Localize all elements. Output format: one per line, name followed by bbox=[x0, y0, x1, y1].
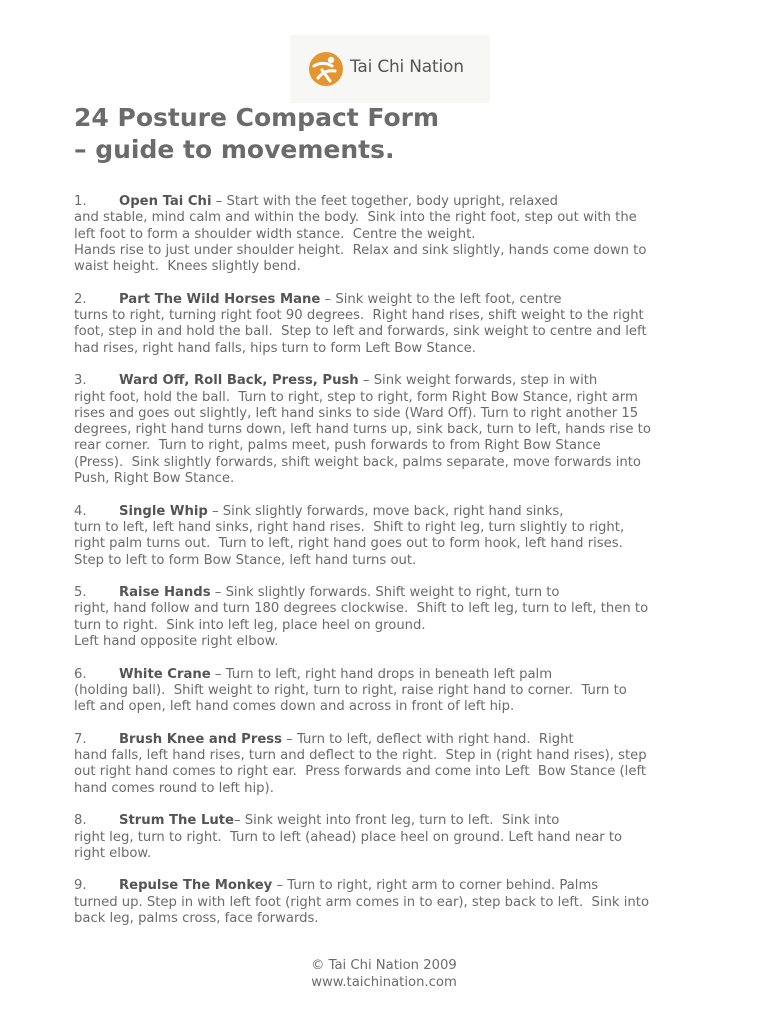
movement-text: right palm turns out. Turn to left, right hand goes out to form hook, left hand rises. bbox=[74, 536, 623, 552]
movement-line bbox=[74, 878, 714, 894]
movement-line bbox=[74, 585, 714, 601]
logo-text: Tai Chi Nation bbox=[350, 57, 464, 77]
movement-line bbox=[74, 210, 714, 226]
movement-text: waist height. Knees slightly bend. bbox=[74, 259, 301, 275]
movement-text: turns to right, turning right foot 90 degrees. Right hand rises, shift weight to the right bbox=[74, 308, 644, 324]
movement-separator: – bbox=[234, 813, 245, 829]
movement-text: turn to right. Sink into left leg, place heel on ground. bbox=[74, 617, 426, 633]
footer bbox=[0, 958, 768, 991]
movement-text: Sink weight forwards, step in with bbox=[373, 373, 598, 389]
movement-text: rises and goes out slightly, left hand sinks to side (Ward Off). Turn to right another 15 bbox=[74, 405, 639, 421]
movement-line bbox=[74, 227, 714, 243]
movement-item bbox=[74, 585, 714, 650]
movement-name: Ward Off, Roll Back, Press, Push bbox=[119, 373, 359, 389]
movement-separator: – bbox=[210, 585, 226, 601]
movement-line bbox=[74, 911, 714, 927]
movement-line bbox=[74, 732, 714, 748]
movement-text: (Press). Sink slightly forwards, shift weight back, palms separate, move forwards into bbox=[74, 454, 641, 470]
movement-text: right foot, hold the ball. Turn to right, step to right, form Right Bow Stance, right arm bbox=[74, 389, 638, 405]
movement-line bbox=[74, 390, 714, 406]
movement-line bbox=[74, 194, 714, 210]
movement-line bbox=[74, 618, 714, 634]
movement-text: right elbow. bbox=[74, 845, 152, 861]
movement-separator: – bbox=[320, 291, 336, 307]
movement-text: and stable, mind calm and within the body. Sink into the right foot, step out with the bbox=[74, 210, 637, 226]
movement-line bbox=[74, 259, 714, 275]
movement-text: Sink slightly forwards, move back, right hand sinks, bbox=[222, 503, 564, 519]
movement-text: rear corner. Turn to right, palms meet, push forwards to from Right Bow Stance bbox=[74, 438, 601, 454]
movement-item bbox=[74, 504, 714, 569]
movement-number: 1. bbox=[74, 194, 87, 209]
movement-line bbox=[74, 341, 714, 357]
movement-line bbox=[74, 324, 714, 340]
movement-name: Strum The Lute bbox=[119, 813, 234, 829]
movement-text: Left hand opposite right elbow. bbox=[74, 634, 279, 650]
movement-number: 4. bbox=[74, 503, 87, 519]
movement-text: Sink weight to the left foot, centre bbox=[335, 291, 562, 307]
movement-line bbox=[74, 830, 714, 846]
movement-name: Single Whip bbox=[119, 503, 208, 519]
movement-line bbox=[74, 683, 714, 699]
movement-name: Repulse The Monkey bbox=[119, 878, 273, 894]
movement-text: Turn to left, deflect with right hand. Right bbox=[296, 731, 574, 747]
movement-name: Part The Wild Horses Mane bbox=[119, 291, 321, 307]
movement-separator: – bbox=[211, 194, 227, 209]
movement-text: Hands rise to just under shoulder height. Relax and sink slightly, hands come down to bbox=[74, 242, 647, 258]
movement-separator: – bbox=[358, 373, 374, 389]
movement-number: 6. bbox=[74, 666, 87, 682]
movement-line bbox=[74, 455, 714, 471]
movement-separator: – bbox=[210, 666, 226, 682]
movement-line bbox=[74, 846, 714, 862]
movement-name: White Crane bbox=[119, 666, 211, 682]
movement-text: degrees, right hand turns down, left hand turns up, sink back, turn to left, hands rise to bbox=[74, 422, 651, 438]
movement-name: Raise Hands bbox=[119, 585, 211, 601]
movement-name: Brush Knee and Press bbox=[119, 731, 282, 747]
movement-name: Open Tai Chi bbox=[119, 194, 212, 209]
movement-line bbox=[74, 536, 714, 552]
movement-line bbox=[74, 699, 714, 715]
movement-text: turned up. Step in with left foot (right arm comes in to ear), step back to left. Sink into bbox=[74, 894, 650, 910]
movement-line bbox=[74, 373, 714, 389]
movement-text: Step to left to form Bow Stance, left hand turns out. bbox=[74, 552, 417, 568]
movement-line bbox=[74, 634, 714, 650]
movement-line bbox=[74, 895, 714, 911]
movement-line bbox=[74, 292, 714, 308]
movement-text: turn to left, left hand sinks, right hand rises. Shift to right leg, turn slightly to right, bbox=[74, 519, 625, 535]
movement-text: (holding ball). Shift weight to right, turn to right, raise right hand to corner. Turn to bbox=[74, 682, 627, 698]
movement-line bbox=[74, 504, 714, 520]
movement-text: right, hand follow and turn 180 degrees clockwise. Shift to left leg, turn to left, then to bbox=[74, 601, 649, 617]
movement-text: left foot to form a shoulder width stance. Centre the weight. bbox=[74, 226, 476, 242]
movement-list bbox=[74, 194, 714, 944]
movement-line bbox=[74, 553, 714, 569]
movement-number: 3. bbox=[74, 373, 87, 389]
movement-text: Turn to right, right arm to corner behind. Palms bbox=[287, 878, 599, 894]
copyright: © Tai Chi Nation 2009 bbox=[311, 958, 457, 973]
movement-separator: – bbox=[207, 503, 223, 519]
movement-line bbox=[74, 520, 714, 536]
movement-line bbox=[74, 471, 714, 487]
movement-line bbox=[74, 813, 714, 829]
movement-text: Push, Right Bow Stance. bbox=[74, 471, 235, 487]
title-line-1: 24 Posture Compact Form bbox=[74, 103, 440, 132]
movement-item bbox=[74, 878, 714, 927]
movement-text: Turn to left, right hand drops in beneath left palm bbox=[225, 666, 553, 682]
movement-text: foot, step in and hold the ball. Step to left and forwards, sink weight to centre and left bbox=[74, 324, 647, 340]
movement-separator: – bbox=[282, 731, 297, 747]
movement-text: Sink weight into front leg, turn to left. Sink into bbox=[244, 813, 560, 829]
movement-text: out right hand comes to right ear. Press forwards and come into Left Bow Stance (left bbox=[74, 764, 647, 780]
movement-text: hand falls, left hand rises, turn and deflect to the right. Step in (right hand rises), step bbox=[74, 748, 647, 764]
page-title bbox=[74, 102, 439, 166]
movement-line bbox=[74, 438, 714, 454]
movement-line bbox=[74, 764, 714, 780]
movement-separator: – bbox=[272, 878, 288, 894]
movement-number: 5. bbox=[74, 585, 87, 601]
movement-number: 2. bbox=[74, 291, 87, 307]
movement-number: 9. bbox=[74, 878, 87, 894]
movement-text: hand comes round to left hip). bbox=[74, 780, 274, 796]
movement-text: back leg, palms cross, face forwards. bbox=[74, 911, 319, 927]
movement-line bbox=[74, 243, 714, 259]
movement-line bbox=[74, 422, 714, 438]
title-line-2: – guide to movements. bbox=[74, 135, 395, 164]
movement-line bbox=[74, 601, 714, 617]
movement-text: left and open, left hand comes down and across in front of left hip. bbox=[74, 699, 515, 715]
movement-line bbox=[74, 748, 714, 764]
movement-line bbox=[74, 406, 714, 422]
movement-line bbox=[74, 781, 714, 797]
movement-line bbox=[74, 667, 714, 683]
movement-number: 7. bbox=[74, 731, 87, 747]
movement-item bbox=[74, 732, 714, 797]
movement-number: 8. bbox=[74, 813, 87, 829]
movement-text: Start with the feet together, body upright, relaxed bbox=[226, 194, 559, 209]
website-link[interactable]: www.taichination.com bbox=[311, 974, 457, 990]
movement-item bbox=[74, 813, 714, 862]
movement-text: had rises, right hand falls, hips turn to form Left Bow Stance. bbox=[74, 340, 476, 356]
logo bbox=[290, 35, 490, 103]
movement-item bbox=[74, 373, 714, 487]
movement-item bbox=[74, 667, 714, 716]
tai-chi-figure-icon bbox=[308, 51, 344, 87]
movement-item bbox=[74, 292, 714, 357]
movement-text: Sink slightly forwards. Shift weight to right, turn to bbox=[225, 585, 560, 601]
movement-item bbox=[74, 194, 714, 275]
movement-line bbox=[74, 308, 714, 324]
movement-text: right leg, turn to right. Turn to left (ahead) place heel on ground. Left hand near to bbox=[74, 829, 623, 845]
